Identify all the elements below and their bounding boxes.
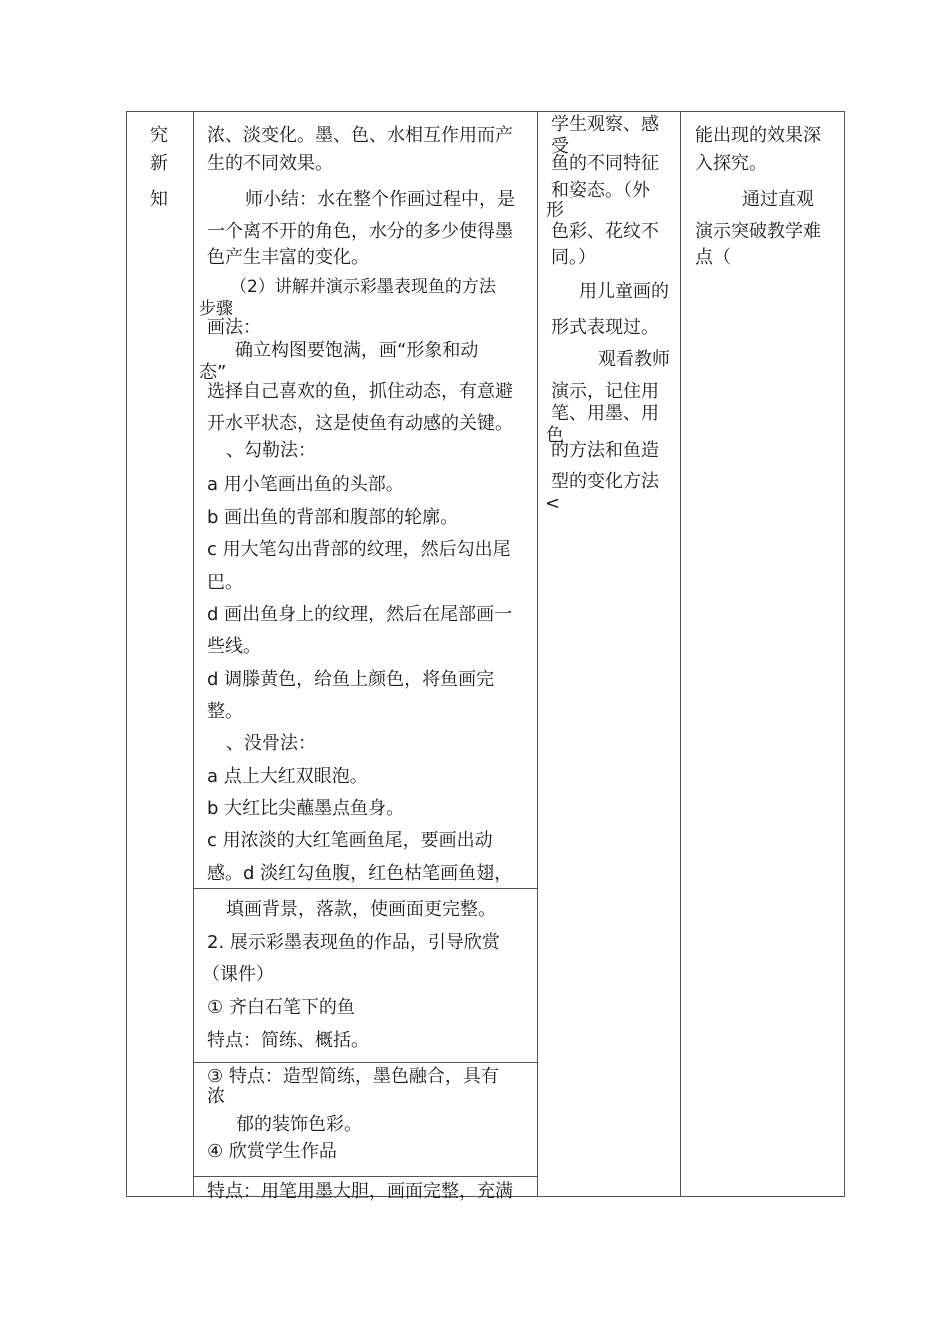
content-line: ① 齐白石笔下的鱼	[207, 997, 355, 1018]
row-divider-3	[193, 1176, 538, 1177]
content-line: ④ 欣赏学生作品	[207, 1141, 337, 1162]
activity-line: 鱼的不同特征	[551, 153, 659, 174]
stage-label-char: 新	[150, 153, 168, 174]
content-line: 郁的装饰色彩。	[236, 1114, 362, 1135]
activity-line-clipped: 色	[546, 425, 564, 446]
content-line: 、勾勒法：	[226, 440, 316, 461]
intent-line: 能出现的效果深	[695, 125, 821, 146]
content-line: 选择自己喜欢的鱼，抓住动态，有意避	[207, 381, 513, 402]
content-line: 确立构图要饱满，画“形象和动	[235, 340, 479, 361]
column-divider-3	[680, 111, 681, 1197]
content-line: 特点：简练、概括。	[207, 1030, 369, 1051]
intent-line: 点（	[695, 247, 731, 268]
activity-line: 用儿童画的	[579, 281, 669, 302]
content-line: a 用小笔画出鱼的头部。	[207, 474, 404, 495]
content-line: 2. 展示彩墨表现鱼的作品，引导欣赏	[207, 932, 500, 953]
content-line: d 调滕黄色，给鱼上颜色，将鱼画完	[207, 669, 495, 690]
activity-line: 形式表现过。	[551, 317, 659, 338]
content-line: 开水平状态，这是使鱼有动感的关键。	[207, 413, 513, 434]
activity-line: 和姿态。（外	[551, 180, 650, 201]
stage-label-char: 究	[150, 125, 168, 146]
intent-line: 演示突破教学难	[695, 221, 821, 242]
content-line: 一个离不开的角色，水分的多少使得墨	[207, 221, 513, 242]
content-line: 感。d 淡红勾鱼腹，红色枯笔画鱼翅，	[207, 863, 513, 884]
content-line: （2）讲解并演示彩墨表现鱼的方法	[230, 277, 496, 297]
content-line: 浓	[207, 1086, 225, 1107]
content-line: d 画出鱼身上的纹理，然后在尾部画一	[207, 604, 513, 625]
content-line: c 用浓淡的大红笔画鱼尾，要画出动	[207, 830, 493, 851]
table-top-border	[126, 111, 845, 112]
intent-line: 入探究。	[695, 153, 767, 174]
intent-line: 通过直观	[742, 189, 814, 210]
activity-line: 的方法和鱼造	[551, 440, 659, 461]
content-line: 、没骨法：	[226, 733, 316, 754]
content-line: 整。	[207, 701, 243, 722]
content-line: 师小结：水在整个作画过程中，是	[245, 189, 515, 210]
content-line: 画法：	[207, 317, 261, 338]
activity-line: <	[545, 493, 561, 514]
content-line: c 用大笔勾出背部的纹理，然后勾出尾	[207, 539, 511, 560]
activity-line: 观看教师	[598, 349, 670, 370]
content-line: 浓、淡变化。墨、色、水相互作用而产	[207, 125, 513, 146]
activity-line: 型的变化方法	[551, 471, 659, 492]
table-right-border	[844, 111, 845, 1197]
activity-line: 笔、用墨、用	[551, 403, 659, 424]
activity-line: 色彩、花纹不	[551, 221, 659, 242]
content-line-clipped: 步骤	[199, 299, 233, 319]
activity-line: 同。）	[551, 247, 596, 268]
content-line: 巴。	[207, 572, 243, 593]
content-line: 特点：用笔用墨大胆，画面完整，充满	[207, 1181, 513, 1202]
table-left-border	[126, 111, 127, 1197]
stage-label-char: 知	[150, 189, 168, 210]
row-divider-2	[193, 1062, 538, 1063]
activity-line-clipped: 受	[551, 136, 569, 157]
content-line: b 画出鱼的背部和腹部的轮廓。	[207, 507, 459, 528]
content-line: 色产生丰富的变化。	[207, 247, 369, 268]
activity-line: 演示，记住用	[551, 381, 659, 402]
content-line: 生的不同效果。	[207, 153, 333, 174]
content-line: b 大红比尖蘸墨点鱼身。	[207, 798, 405, 819]
column-divider-1	[193, 111, 194, 1197]
content-line-clipped: 态”	[199, 362, 227, 383]
activity-line: 学生观察、感	[551, 114, 659, 135]
content-line: ③ 特点：造型简练，墨色融合，具有	[207, 1066, 499, 1087]
row-divider-1	[193, 888, 538, 889]
column-divider-2	[537, 111, 538, 1197]
content-line: 填画背景，落款，使画面更完整。	[226, 899, 496, 920]
content-line: （课件）	[202, 964, 274, 985]
activity-line-clipped: 形	[546, 200, 564, 221]
content-line: a 点上大红双眼泡。	[207, 766, 368, 787]
content-line: 些线。	[207, 636, 261, 657]
